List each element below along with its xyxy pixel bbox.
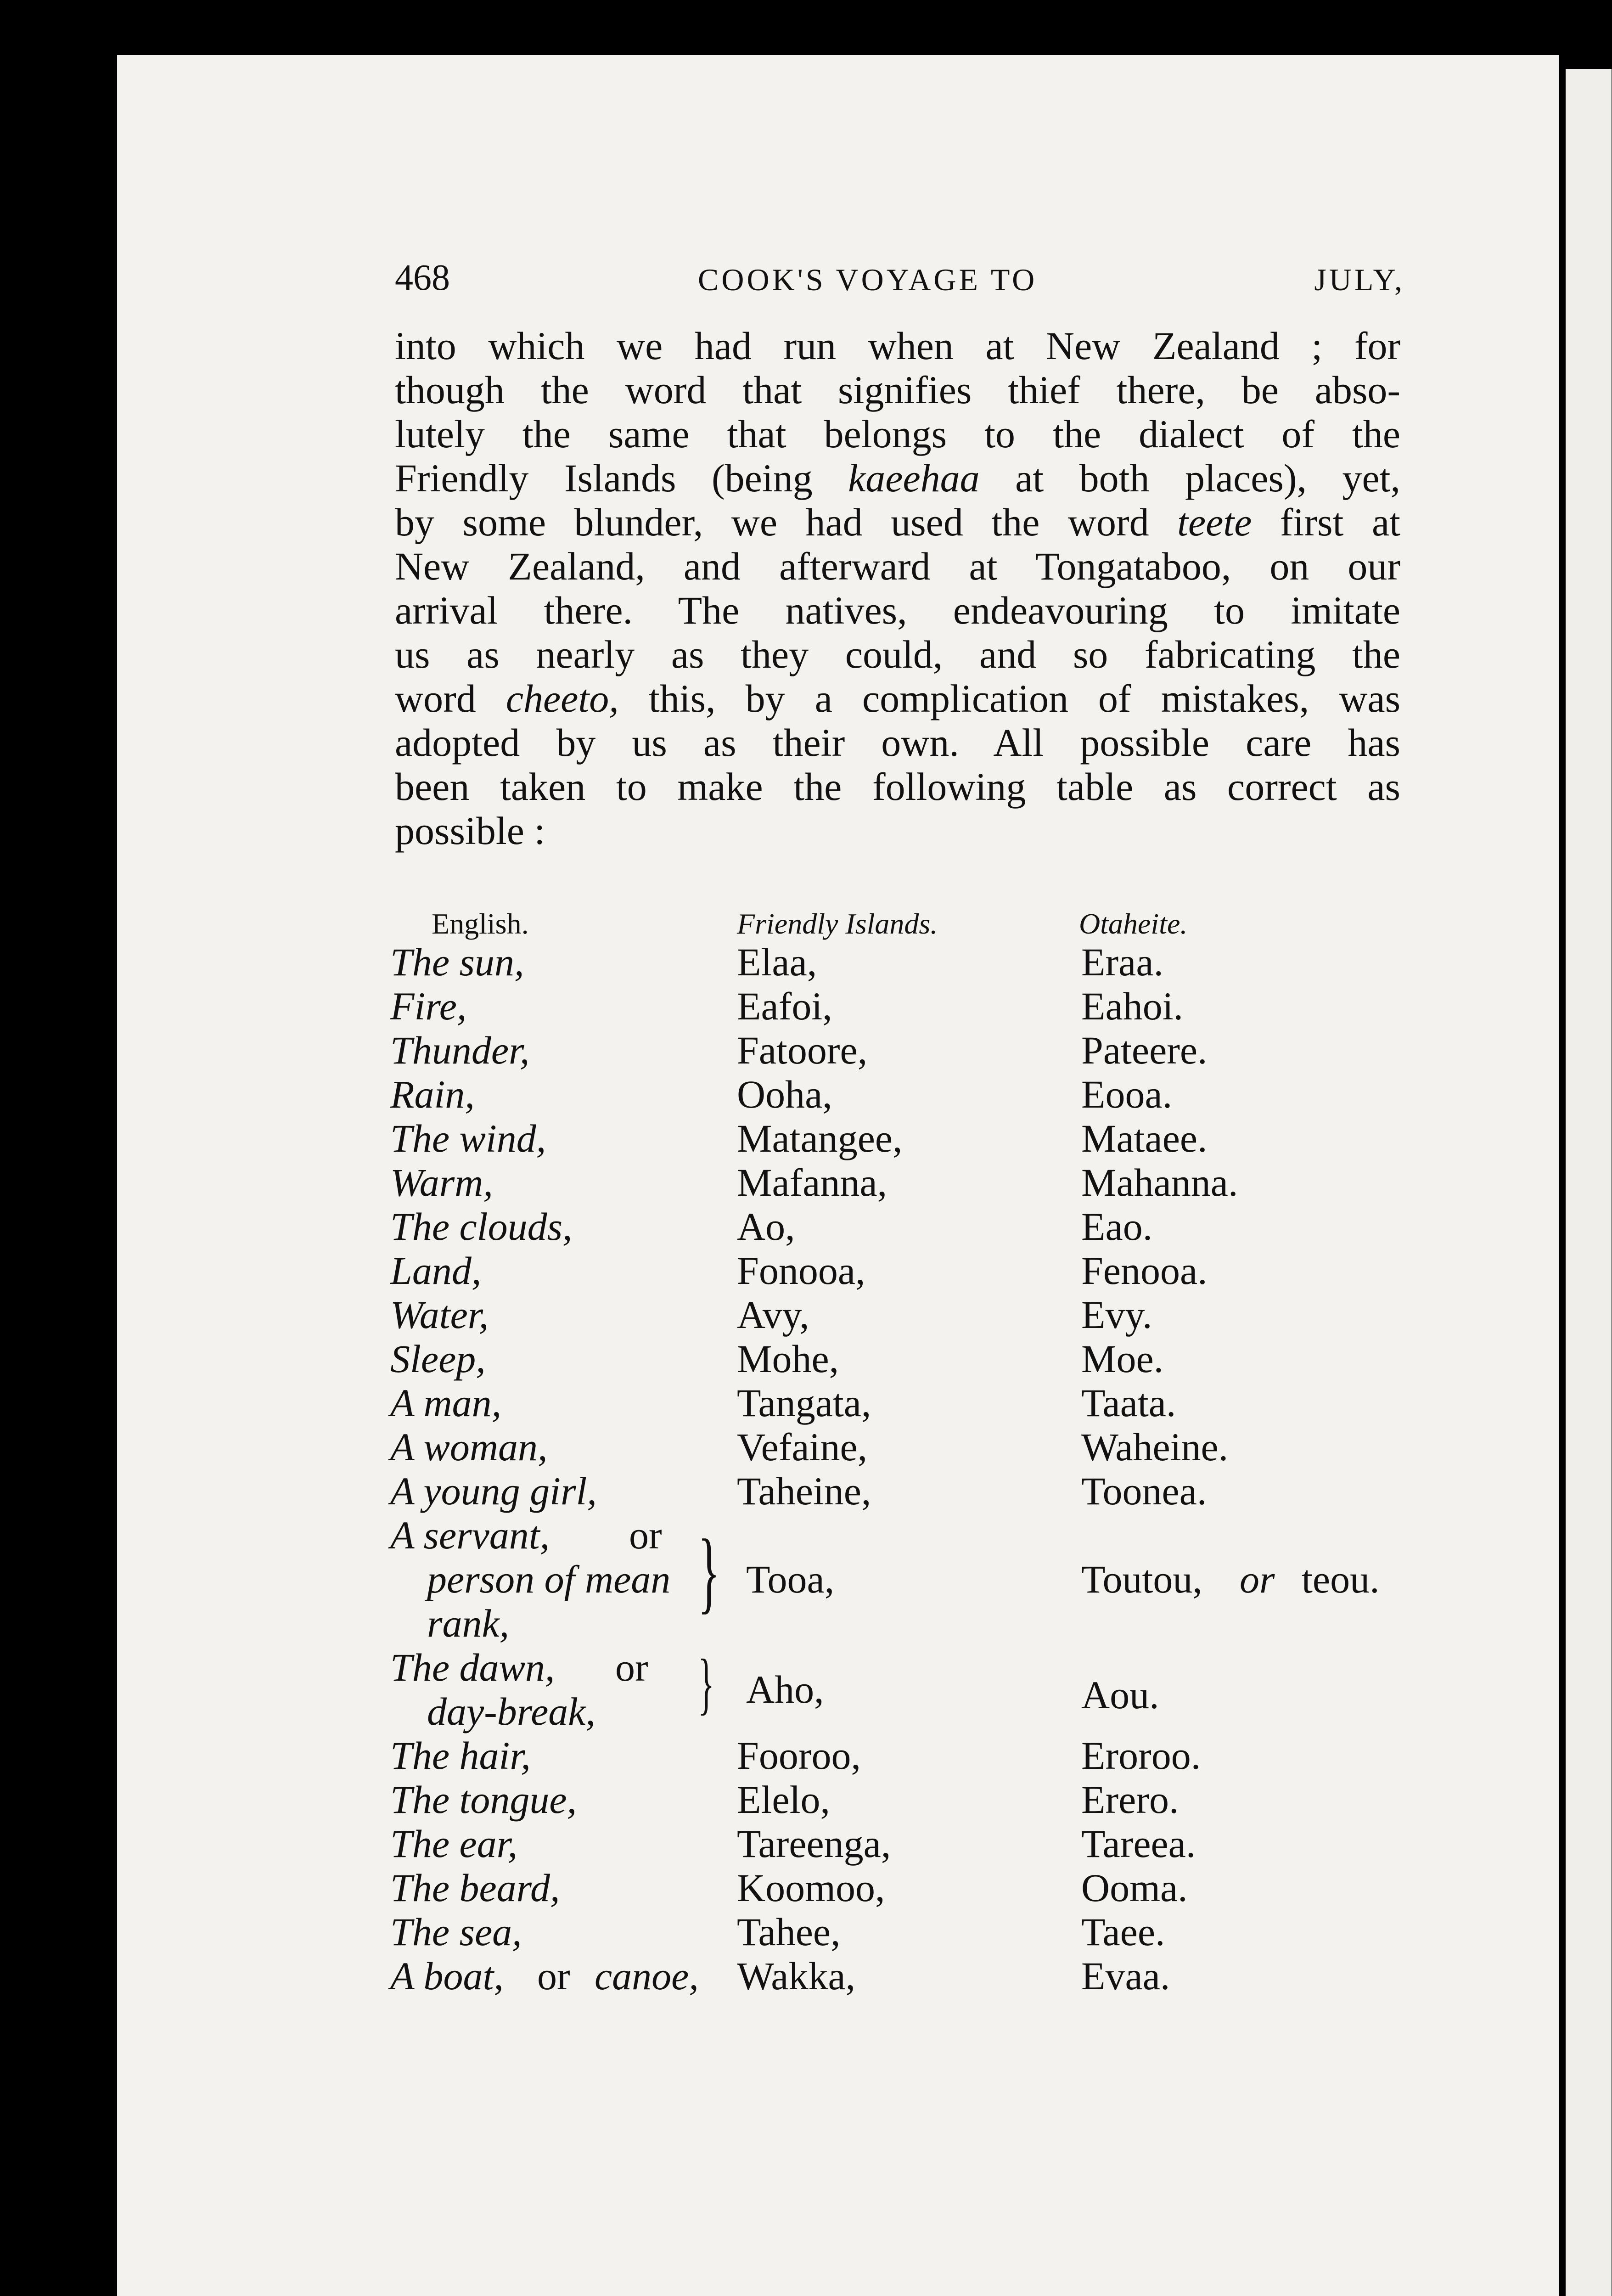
vocab-row	[386, 1336, 1410, 1380]
friendly-islands-word: Wakka,	[737, 1954, 856, 1998]
friendly-islands-word: Tooa,	[746, 1557, 835, 1601]
friendly-islands-word: Mohe,	[737, 1337, 839, 1381]
paragraph-line: word cheeto, this, by a complication of mistakes, was	[395, 676, 1401, 720]
otaheite-word: Toonea.	[1081, 1469, 1207, 1513]
vocab-row	[386, 1071, 1410, 1115]
english-word: The sun,	[390, 940, 524, 984]
vocab-row	[386, 939, 1410, 983]
vocab-row	[386, 1865, 1410, 1909]
vocab-row	[386, 1380, 1410, 1424]
english-word: A woman,	[390, 1425, 548, 1469]
otaheite-word: Taata.	[1081, 1381, 1176, 1425]
vocab-row	[386, 1027, 1410, 1071]
brace: }	[698, 1521, 720, 1622]
friendly-islands-word: Ooha,	[737, 1072, 832, 1116]
english-word: The ear,	[390, 1822, 518, 1866]
english-word: Sleep,	[390, 1337, 486, 1381]
english-word: day-break,	[427, 1689, 595, 1733]
otaheite-word: Taee.	[1081, 1910, 1165, 1954]
english-word: person of mean	[427, 1557, 671, 1601]
english-word: Thunder,	[390, 1028, 530, 1072]
otaheite-word: Waheine.	[1081, 1425, 1229, 1469]
english-word: or	[615, 1645, 648, 1689]
otaheite-word: Pateere.	[1081, 1028, 1208, 1072]
vocab-row	[386, 1821, 1410, 1865]
english-word: The dawn,	[390, 1645, 555, 1689]
friendly-islands-word: Aho,	[746, 1667, 824, 1711]
otaheite-word: Evy.	[1081, 1293, 1152, 1337]
paragraph-line: been taken to make the following table as correct as	[395, 765, 1400, 809]
english-word: The tongue,	[390, 1778, 577, 1822]
vocab-row	[386, 1733, 1410, 1777]
paragraph-line: into which we had run when at New Zealand ; for	[395, 324, 1401, 368]
otaheite-word: Toutou,	[1081, 1557, 1202, 1601]
friendly-islands-word: Elaa,	[737, 940, 817, 984]
paragraph-line: us as nearly as they could, and so fabricating the	[395, 632, 1401, 676]
friendly-islands-word: Fooroo,	[737, 1733, 861, 1778]
running-month: JULY,	[1314, 262, 1405, 297]
friendly-islands-word: Koomoo,	[737, 1866, 885, 1910]
english-word: A boat,	[390, 1954, 504, 1998]
vocab-row	[386, 1468, 1410, 1512]
friendly-islands-word: Avy,	[737, 1293, 809, 1337]
otaheite-word: Fenooa.	[1081, 1249, 1208, 1293]
english-word: The hair,	[390, 1733, 531, 1778]
english-word: Fire,	[390, 984, 467, 1028]
otaheite-word: Mahanna.	[1081, 1160, 1238, 1204]
english-word: The beard,	[390, 1866, 560, 1910]
english-word: or	[537, 1954, 570, 1998]
otaheite-word: Moe.	[1081, 1337, 1164, 1381]
otaheite-word: Evaa.	[1081, 1954, 1170, 1998]
friendly-islands-word: Taheine,	[737, 1469, 871, 1513]
friendly-islands-word: Fatoore,	[737, 1028, 868, 1072]
vocab-row	[386, 1204, 1410, 1248]
english-word: rank,	[427, 1601, 510, 1645]
brace: }	[698, 1645, 714, 1722]
vocab-row	[386, 1424, 1410, 1468]
paragraph-line: though the word that signifies thief there, be abso-	[395, 368, 1401, 412]
otaheite-word: teou.	[1302, 1557, 1380, 1601]
friendly-islands-word: Mafanna,	[737, 1160, 887, 1204]
paragraph-line: possible :	[395, 809, 545, 853]
friendly-islands-word: Tahee,	[737, 1910, 841, 1954]
otaheite-word: Eao.	[1081, 1204, 1153, 1249]
paragraph-line: lutely the same that belongs to the dialect of the	[395, 412, 1401, 456]
vocab-row	[386, 1777, 1410, 1821]
friendly-islands-word: Ao,	[737, 1204, 795, 1249]
english-word: Water,	[390, 1293, 489, 1337]
otaheite-word: or	[1240, 1557, 1275, 1601]
facing-page-edge	[1566, 69, 1612, 2296]
otaheite-word: Eroroo.	[1081, 1733, 1201, 1778]
running-header	[395, 257, 1405, 308]
english-word: or	[629, 1513, 662, 1557]
vocab-row	[386, 1248, 1410, 1292]
vocab-row	[386, 1292, 1410, 1336]
english-word: A man,	[390, 1381, 502, 1425]
otaheite-word: Eahoi.	[1081, 984, 1184, 1028]
vocab-row	[386, 1115, 1410, 1159]
otaheite-word: Eraa.	[1081, 940, 1164, 984]
vocab-row	[386, 1159, 1410, 1204]
english-word: Warm,	[390, 1160, 493, 1204]
friendly-islands-word: Vefaine,	[737, 1425, 868, 1469]
friendly-islands-word: Tangata,	[737, 1381, 871, 1425]
column-header-otaheite: Otaheite.	[1079, 907, 1188, 940]
english-word: The clouds,	[390, 1204, 573, 1249]
english-word: Land,	[390, 1249, 482, 1293]
paragraph-line: by some blunder, we had used the word teete first at	[395, 500, 1401, 544]
body-paragraph	[395, 324, 1400, 853]
friendly-islands-word: Matangee,	[737, 1116, 903, 1160]
english-word: The wind,	[390, 1116, 546, 1160]
vocab-row	[386, 983, 1410, 1027]
otaheite-word: Tareea.	[1081, 1822, 1196, 1866]
paragraph-line: arrival there. The natives, endeavouring to imitate	[395, 588, 1401, 632]
column-header-english: English.	[432, 907, 529, 940]
friendly-islands-word: Eafoi,	[737, 984, 832, 1028]
friendly-islands-word: Elelo,	[737, 1778, 830, 1822]
english-word: canoe,	[595, 1954, 699, 1998]
vocab-row	[386, 1909, 1410, 1953]
otaheite-word: Ooma.	[1081, 1866, 1188, 1910]
english-word: The sea,	[390, 1910, 522, 1954]
otaheite-word: Mataee.	[1081, 1116, 1208, 1160]
column-header-friendly-islands: Friendly Islands.	[737, 907, 938, 940]
paragraph-line: New Zealand, and afterward at Tongataboo, on our	[395, 544, 1400, 588]
running-title: COOK'S VOYAGE TO	[698, 262, 1038, 297]
friendly-islands-word: Fonooa,	[737, 1249, 865, 1293]
page-number: 468	[395, 258, 450, 298]
otaheite-word: Eooa.	[1081, 1072, 1173, 1116]
english-word: A young girl,	[390, 1469, 597, 1513]
english-word: A servant,	[390, 1513, 550, 1557]
otaheite-word: Aou.	[1081, 1673, 1159, 1717]
paragraph-line: adopted by us as their own. All possible care has	[395, 720, 1401, 765]
english-word: Rain,	[390, 1072, 475, 1116]
paragraph-line: Friendly Islands (being kaeehaa at both places), yet,	[395, 456, 1401, 500]
friendly-islands-word: Tareenga,	[737, 1822, 891, 1866]
otaheite-word: Erero.	[1081, 1778, 1179, 1822]
